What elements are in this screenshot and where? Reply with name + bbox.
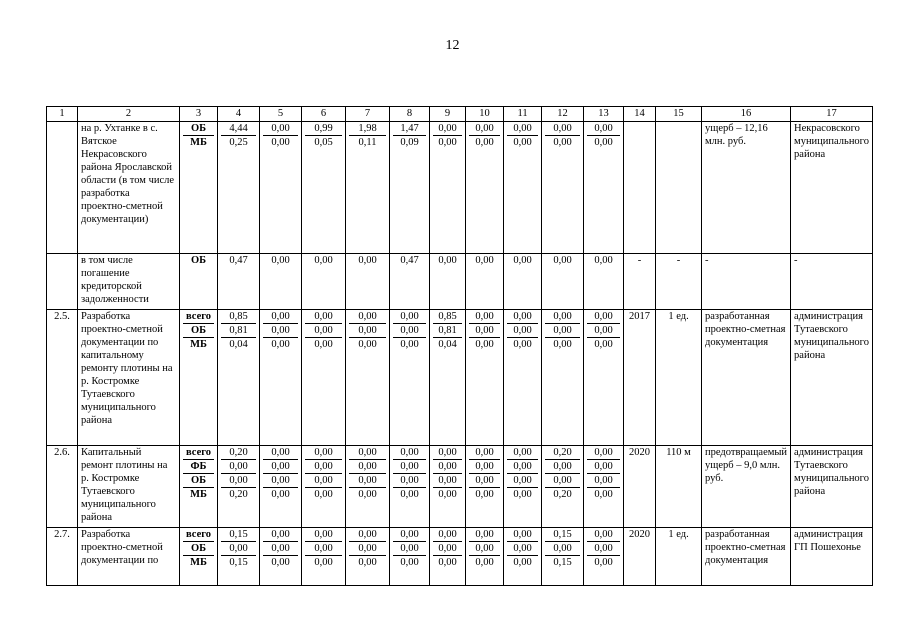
value-cell: 0,00 <box>263 487 298 501</box>
value-cell: 0,00 <box>358 255 377 266</box>
value-cell: 0,00 <box>271 311 290 322</box>
row-year: 2017 <box>624 310 656 446</box>
value-cell: 0,00 <box>475 123 494 134</box>
value-cell: 0,00 <box>438 447 457 458</box>
value-cell: 0,00 <box>393 337 426 351</box>
value-cell: 0,04 <box>221 337 256 351</box>
row-sources <box>180 528 218 586</box>
column-header-10: 10 <box>466 107 504 122</box>
row-unit: - <box>656 254 702 310</box>
value-column-4 <box>218 528 260 586</box>
value-cell: 0,99 <box>314 123 333 134</box>
column-header-4: 4 <box>218 107 260 122</box>
column-header-7: 7 <box>346 107 390 122</box>
value-column-8 <box>390 254 430 310</box>
value-cell: 0,00 <box>587 323 620 337</box>
value-column-5 <box>260 122 302 254</box>
funding-source: ОБ <box>183 541 214 555</box>
header-row <box>47 107 873 122</box>
value-cell: 0,00 <box>433 555 462 569</box>
value-cell: 0,00 <box>263 459 298 473</box>
row-name: в том числе погашение кредиторской задолженности <box>78 254 180 310</box>
funding-source: МБ <box>183 487 214 501</box>
value-cell: 0,00 <box>314 447 333 458</box>
value-cell: 0,00 <box>469 459 500 473</box>
value-cell: 0,20 <box>545 487 580 501</box>
value-cell: 0,00 <box>263 135 298 149</box>
value-cell: 0,00 <box>393 487 426 501</box>
table-row <box>47 122 873 254</box>
value-column-5 <box>260 446 302 528</box>
value-cell: 0,00 <box>469 473 500 487</box>
value-cell: 0,00 <box>349 323 386 337</box>
value-cell: 0,00 <box>513 255 532 266</box>
column-header-12: 12 <box>542 107 584 122</box>
value-cell: 0,15 <box>221 555 256 569</box>
row-year: 2020 <box>624 528 656 586</box>
value-cell: 0,00 <box>349 555 386 569</box>
value-cell: 0,20 <box>229 447 248 458</box>
value-cell: 0,00 <box>594 529 613 540</box>
value-cell: 0,00 <box>305 323 342 337</box>
value-cell: 0,00 <box>305 473 342 487</box>
table-row <box>47 528 873 586</box>
column-header-3: 3 <box>180 107 218 122</box>
value-cell: 0,00 <box>221 541 256 555</box>
row-year <box>624 122 656 254</box>
value-column-12 <box>542 528 584 586</box>
column-header-2: 2 <box>78 107 180 122</box>
value-cell: 0,00 <box>587 135 620 149</box>
value-column-12 <box>542 122 584 254</box>
row-executor: Некрасовского муниципального района <box>791 122 873 254</box>
value-cell: 0,00 <box>400 529 419 540</box>
value-column-10 <box>466 446 504 528</box>
value-column-4 <box>218 122 260 254</box>
value-cell: 0,05 <box>305 135 342 149</box>
value-cell: 0,00 <box>507 473 538 487</box>
value-column-10 <box>466 310 504 446</box>
value-column-6 <box>302 122 346 254</box>
value-column-4 <box>218 254 260 310</box>
value-cell: 0,00 <box>469 135 500 149</box>
value-cell: 0,00 <box>349 541 386 555</box>
table-body <box>47 122 873 586</box>
value-cell: 0,00 <box>545 337 580 351</box>
value-column-9 <box>430 254 466 310</box>
value-cell: 0,00 <box>545 473 580 487</box>
value-column-12 <box>542 254 584 310</box>
value-column-10 <box>466 122 504 254</box>
column-header-16: 16 <box>702 107 791 122</box>
value-cell: 0,00 <box>507 487 538 501</box>
table-row <box>47 310 873 446</box>
value-cell: 0,81 <box>221 323 256 337</box>
value-cell: 0,00 <box>393 323 426 337</box>
column-header-5: 5 <box>260 107 302 122</box>
value-cell: 0,00 <box>393 459 426 473</box>
value-column-11 <box>504 446 542 528</box>
value-column-7 <box>346 310 390 446</box>
column-header-9: 9 <box>430 107 466 122</box>
value-column-8 <box>390 528 430 586</box>
funding-source: МБ <box>183 555 214 569</box>
row-number: 2.5. <box>47 310 78 446</box>
value-cell: 0,00 <box>433 135 462 149</box>
row-result: ущерб – 12,16 млн. руб. <box>702 122 791 254</box>
row-sources <box>180 446 218 528</box>
value-cell: 0,00 <box>221 473 256 487</box>
row-result: разработанная проектно-сметная документация <box>702 310 791 446</box>
value-cell: 0,00 <box>263 555 298 569</box>
value-cell: 0,00 <box>393 555 426 569</box>
column-header-11: 11 <box>504 107 542 122</box>
row-name: на р. Ухтанке в с. Вятское Некрасовского района Ярославской области (в том числе разработка проектно-сметной документации) <box>78 122 180 254</box>
value-cell: 0,00 <box>433 541 462 555</box>
value-cell: 0,00 <box>587 555 620 569</box>
column-header-14: 14 <box>624 107 656 122</box>
row-result: предотвращаемый ущерб – 9,0 млн. руб. <box>702 446 791 528</box>
value-column-8 <box>390 310 430 446</box>
value-cell: 0,85 <box>229 311 248 322</box>
value-cell: 0,00 <box>513 529 532 540</box>
row-sources <box>180 122 218 254</box>
table-row <box>47 446 873 528</box>
value-column-12 <box>542 446 584 528</box>
funding-source: МБ <box>183 337 214 351</box>
row-executor: администрация ГП Пошехонье <box>791 528 873 586</box>
value-column-6 <box>302 254 346 310</box>
value-cell: 0,81 <box>433 323 462 337</box>
value-cell: 0,00 <box>587 459 620 473</box>
value-cell: 0,00 <box>475 311 494 322</box>
value-cell: 0,00 <box>305 459 342 473</box>
row-executor: - <box>791 254 873 310</box>
value-cell: 1,98 <box>358 123 377 134</box>
row-name: Разработка проектно-сметной документации по капитальному ремонту плотины на р. Костромке Тутаевского муниципального района <box>78 310 180 446</box>
row-unit: 110 м <box>656 446 702 528</box>
value-cell: 0,00 <box>271 447 290 458</box>
row-unit: 1 ед. <box>656 310 702 446</box>
value-cell: 0,00 <box>433 473 462 487</box>
value-cell: 0,25 <box>221 135 256 149</box>
value-cell: 0,00 <box>587 541 620 555</box>
funding-source: ОБ <box>183 323 214 337</box>
value-cell: 0,47 <box>400 255 419 266</box>
value-cell: 0,00 <box>507 337 538 351</box>
value-cell: 0,00 <box>469 337 500 351</box>
page-number: 12 <box>445 38 460 53</box>
value-column-12 <box>542 310 584 446</box>
value-cell: 0,00 <box>271 529 290 540</box>
value-column-4 <box>218 310 260 446</box>
value-cell: 0,00 <box>513 311 532 322</box>
value-cell: 0,00 <box>507 459 538 473</box>
value-cell: 0,00 <box>349 473 386 487</box>
value-cell: 0,00 <box>469 541 500 555</box>
row-result: разработанная проектно-сметная документация <box>702 528 791 586</box>
value-column-5 <box>260 310 302 446</box>
value-column-8 <box>390 122 430 254</box>
row-number: 2.7. <box>47 528 78 586</box>
value-cell: 0,00 <box>305 487 342 501</box>
value-column-11 <box>504 254 542 310</box>
value-cell: 0,20 <box>221 487 256 501</box>
value-cell: 0,00 <box>314 529 333 540</box>
value-column-7 <box>346 446 390 528</box>
value-cell: 0,15 <box>553 529 572 540</box>
value-column-6 <box>302 528 346 586</box>
value-cell: 0,00 <box>271 123 290 134</box>
value-column-9 <box>430 528 466 586</box>
value-cell: 0,00 <box>545 541 580 555</box>
value-cell: 0,00 <box>358 447 377 458</box>
row-executor: администрация Тутаевского муниципального района <box>791 446 873 528</box>
value-cell: 0,00 <box>305 555 342 569</box>
value-cell: 0,00 <box>358 529 377 540</box>
row-sources <box>180 310 218 446</box>
program-table <box>46 106 873 586</box>
value-cell: 0,00 <box>587 337 620 351</box>
value-cell: 0,00 <box>314 311 333 322</box>
value-column-10 <box>466 528 504 586</box>
value-column-13 <box>584 310 624 446</box>
value-column-11 <box>504 528 542 586</box>
value-cell: 0,00 <box>263 541 298 555</box>
value-cell: 0,00 <box>594 255 613 266</box>
column-header-15: 15 <box>656 107 702 122</box>
value-cell: 0,00 <box>513 123 532 134</box>
value-cell: 0,00 <box>507 135 538 149</box>
row-result: - <box>702 254 791 310</box>
value-cell: 0,09 <box>393 135 426 149</box>
value-column-13 <box>584 446 624 528</box>
funding-source: всего <box>186 311 212 322</box>
row-unit <box>656 122 702 254</box>
value-cell: 0,00 <box>587 473 620 487</box>
row-unit: 1 ед. <box>656 528 702 586</box>
value-column-4 <box>218 446 260 528</box>
value-cell: 0,15 <box>229 529 248 540</box>
value-cell: 0,00 <box>545 323 580 337</box>
value-cell: 0,00 <box>594 447 613 458</box>
value-cell: 0,00 <box>438 529 457 540</box>
value-cell: 0,00 <box>271 255 290 266</box>
value-column-7 <box>346 254 390 310</box>
value-cell: 0,00 <box>393 473 426 487</box>
value-cell: 0,00 <box>305 337 342 351</box>
table-row <box>47 254 873 310</box>
value-cell: 0,00 <box>433 459 462 473</box>
value-cell: 0,00 <box>553 123 572 134</box>
value-cell: 0,00 <box>469 487 500 501</box>
funding-source: МБ <box>183 135 214 149</box>
value-cell: 0,15 <box>545 555 580 569</box>
value-column-13 <box>584 254 624 310</box>
value-cell: 0,00 <box>433 487 462 501</box>
value-cell: 0,00 <box>545 459 580 473</box>
funding-source: ОБ <box>190 123 207 134</box>
value-cell: 0,00 <box>553 255 572 266</box>
funding-source: всего <box>186 447 212 458</box>
value-column-9 <box>430 122 466 254</box>
value-cell: 0,00 <box>475 447 494 458</box>
value-cell: 1,47 <box>400 123 419 134</box>
value-column-6 <box>302 310 346 446</box>
value-cell: 0,00 <box>475 255 494 266</box>
value-column-7 <box>346 528 390 586</box>
value-column-13 <box>584 528 624 586</box>
column-header-8: 8 <box>390 107 430 122</box>
value-cell: 0,00 <box>475 529 494 540</box>
column-header-17: 17 <box>791 107 873 122</box>
value-cell: 0,00 <box>305 541 342 555</box>
row-name: Капитальный ремонт плотины на р. Костромке Тутаевского муниципального района <box>78 446 180 528</box>
value-cell: 0,00 <box>513 447 532 458</box>
row-number <box>47 254 78 310</box>
value-cell: 0,00 <box>438 123 457 134</box>
value-column-5 <box>260 528 302 586</box>
row-sources <box>180 254 218 310</box>
value-cell: 0,20 <box>553 447 572 458</box>
column-header-6: 6 <box>302 107 346 122</box>
value-cell: 0,00 <box>349 459 386 473</box>
value-cell: 0,00 <box>400 447 419 458</box>
row-number <box>47 122 78 254</box>
value-cell: 0,00 <box>221 459 256 473</box>
value-cell: 0,00 <box>507 555 538 569</box>
value-cell: 0,04 <box>433 337 462 351</box>
value-cell: 0,47 <box>229 255 248 266</box>
value-column-7 <box>346 122 390 254</box>
value-cell: 0,00 <box>400 311 419 322</box>
row-executor: администрация Тутаевского муниципального района <box>791 310 873 446</box>
value-cell: 4,44 <box>229 123 248 134</box>
value-cell: 0,00 <box>594 311 613 322</box>
row-year: - <box>624 254 656 310</box>
value-column-13 <box>584 122 624 254</box>
row-number: 2.6. <box>47 446 78 528</box>
value-cell: 0,00 <box>438 255 457 266</box>
value-column-10 <box>466 254 504 310</box>
value-cell: 0,00 <box>349 337 386 351</box>
value-cell: 0,00 <box>545 135 580 149</box>
row-name: Разработка проектно-сметной документации по <box>78 528 180 586</box>
value-column-11 <box>504 122 542 254</box>
value-column-9 <box>430 446 466 528</box>
value-cell: 0,00 <box>469 323 500 337</box>
column-header-1: 1 <box>47 107 78 122</box>
value-cell: 0,00 <box>594 123 613 134</box>
value-cell: 0,00 <box>393 541 426 555</box>
value-cell: 0,00 <box>507 541 538 555</box>
funding-source: ФБ <box>183 459 214 473</box>
funding-source: ОБ <box>183 473 214 487</box>
value-cell: 0,11 <box>349 135 386 149</box>
funding-source: ОБ <box>190 255 207 266</box>
value-cell: 0,00 <box>349 487 386 501</box>
value-column-11 <box>504 310 542 446</box>
value-cell: 0,00 <box>553 311 572 322</box>
value-cell: 0,00 <box>263 323 298 337</box>
funding-source: всего <box>186 529 212 540</box>
column-header-13: 13 <box>584 107 624 122</box>
value-column-5 <box>260 254 302 310</box>
value-cell: 0,85 <box>438 311 457 322</box>
value-cell: 0,00 <box>263 337 298 351</box>
value-column-8 <box>390 446 430 528</box>
value-cell: 0,00 <box>587 487 620 501</box>
row-year: 2020 <box>624 446 656 528</box>
value-cell: 0,00 <box>358 311 377 322</box>
value-cell: 0,00 <box>469 555 500 569</box>
value-column-6 <box>302 446 346 528</box>
value-cell: 0,00 <box>507 323 538 337</box>
value-cell: 0,00 <box>314 255 333 266</box>
value-column-9 <box>430 310 466 446</box>
value-cell: 0,00 <box>263 473 298 487</box>
